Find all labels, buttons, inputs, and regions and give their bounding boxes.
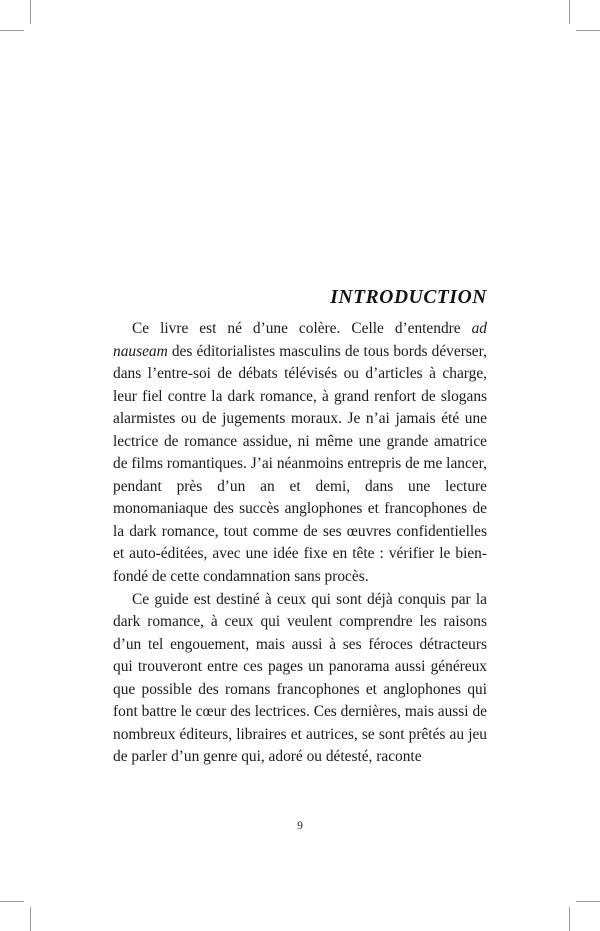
crop-mark-top-left-vertical xyxy=(30,0,31,24)
chapter-title: INTRODUCTION xyxy=(330,287,487,309)
crop-mark-bottom-right-vertical xyxy=(569,907,570,931)
crop-mark-top-right-vertical xyxy=(569,0,570,24)
text-block xyxy=(113,0,487,931)
crop-mark-bottom-right-horizontal xyxy=(576,901,600,902)
crop-mark-bottom-left-horizontal xyxy=(0,901,24,902)
text-run: des éditorialistes masculins de tous bords déverser, dans l’entre-soi de débats télévisés ou d’articles à charge, leur fiel contre la dark romance, à grand renfort de slogans alarmistes ou de jugements moraux. Je n’ai jamais été une lectrice de romance assidue, ni même une grande amatrice de films romantiques. J’ai néanmoins entrepris de me lancer, pendant près d’un an et demi, dans une lecture monomaniaque des succès anglophones et francophones de la dark romance, tout comme de ses œuvres confidentielles et auto-éditées, avec une idée fixe en tête : vérifier le bien-fondé de cette condamnation sans procès. xyxy=(113,342,487,586)
paragraph xyxy=(113,318,487,589)
text-run: Ce guide est destiné à ceux qui sont déjà conquis par la dark romance, à ceux qui veulent comprendre les raisons d’un tel engouement, mais aussi à ses féroces détracteurs qui trouveront entre ces pages un panorama aussi généreux que possible des romans francophones et anglophones qui font battre le cœur des lectrices. Ces dernières, mais aussi de nombreux éditeurs, libraires et autrices, se sont prêtés au jeu de parler d’un genre qui, adoré ou détesté, raconte xyxy=(113,590,487,766)
text-run: Ce livre est né d’une colère. Celle d’entendre xyxy=(132,320,472,337)
crop-mark-top-left-horizontal xyxy=(0,30,24,31)
body-copy xyxy=(113,318,487,769)
crop-mark-bottom-left-vertical xyxy=(30,907,31,931)
crop-mark-top-right-horizontal xyxy=(576,30,600,31)
paragraph xyxy=(113,589,487,769)
italic-run: ad nauseam xyxy=(113,320,487,360)
page-number: 9 xyxy=(297,820,303,832)
